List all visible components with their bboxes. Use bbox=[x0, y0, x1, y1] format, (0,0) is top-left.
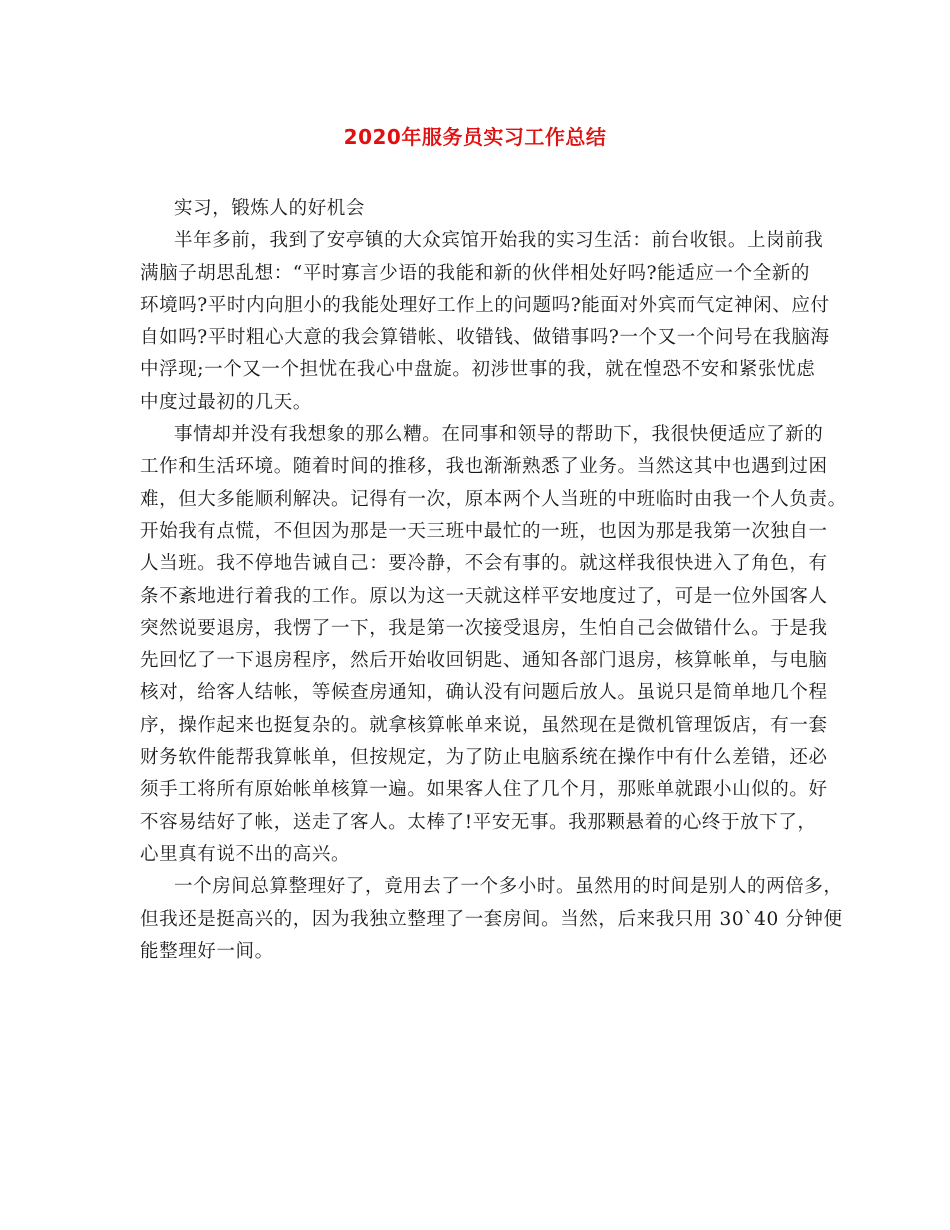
text-line: 心里真有说不出的高兴。 bbox=[140, 843, 351, 865]
text-line: 工作和生活环境。随着时间的推移，我也渐渐熟悉了业务。当然这其中也遇到过困 bbox=[140, 456, 828, 478]
text-line: 满脑子胡思乱想：“平时寡言少语的我能和新的伙伴相处好吗?能适应一个全新的 bbox=[140, 262, 810, 284]
text-line: 自如吗?平时粗心大意的我会算错帐、收错钱、做错事吗?一个又一个问号在我脑海 bbox=[140, 327, 830, 349]
text-line: 序，操作起来也挺复杂的。就拿核算帐单来说，虽然现在是微机管理饭店，有一套 bbox=[140, 714, 828, 736]
document-body bbox=[140, 193, 847, 968]
text-line: 能整理好一间。 bbox=[140, 940, 274, 962]
text-line: 财务软件能帮我算帐单，但按规定，为了防止电脑系统在操作中有什么差错，还必 bbox=[140, 747, 828, 769]
text-line: 环境吗?平时内向胆小的我能处理好工作上的问题吗?能面对外宾而气定神闲、应付 bbox=[140, 294, 830, 316]
text-line: 条不紊地进行着我的工作。原以为这一天就这样平安地度过了，可是一位外国客人 bbox=[140, 585, 828, 607]
text-line: 人当班。我不停地告诫自己：要冷静，不会有事的。就这样我很快进入了角色，有 bbox=[140, 553, 828, 575]
text-line: 核对，给客人结帐，等候查房通知，确认没有问题后放人。虽说只是简单地几个程 bbox=[140, 682, 828, 704]
text-line: 难，但大多能顺利解决。记得有一次，原本两个人当班的中班临时由我一个人负责。 bbox=[140, 488, 847, 510]
text-line: 一个房间总算整理好了，竟用去了一个多小时。虽然用的时间是别人的两倍多， bbox=[174, 876, 843, 898]
document-title: 2020年服务员实习工作总结 bbox=[343, 125, 607, 149]
text-line: 但我还是挺高兴的，因为我独立整理了一套房间。当然，后来我只用 30`40 分钟便 bbox=[140, 908, 843, 930]
text-line: 突然说要退房，我愣了一下，我是第一次接受退房，生怕自己会做错什么。于是我 bbox=[140, 617, 828, 639]
text-line: 中度过最初的几天。 bbox=[140, 391, 312, 413]
text-line: 实习，锻炼人的好机会 bbox=[174, 198, 366, 219]
text-line: 先回忆了一下退房程序，然后开始收回钥匙、通知各部门退房，核算帐单，与电脑 bbox=[140, 650, 828, 672]
text-line: 半年多前，我到了安亭镇的大众宾馆开始我的实习生活：前台收银。上岗前我 bbox=[174, 230, 824, 252]
text-line: 不容易结好了帐，送走了客人。太棒了!平安无事。我那颗悬着的心终于放下了， bbox=[140, 811, 817, 833]
text-line: 开始我有点慌，不但因为那是一天三班中最忙的一班，也因为那是我第一次独自一 bbox=[140, 520, 828, 542]
text-line: 须手工将所有原始帐单核算一遍。如果客人住了几个月，那账单就跟小山似的。好 bbox=[140, 779, 828, 801]
text-line: 事情却并没有我想象的那么糟。在同事和领导的帮助下，我很快便适应了新的 bbox=[174, 424, 824, 446]
text-line: 中浮现;一个又一个担忧在我心中盘旋。初涉世事的我，就在惶恐不安和紧张忧虑 bbox=[140, 359, 816, 381]
